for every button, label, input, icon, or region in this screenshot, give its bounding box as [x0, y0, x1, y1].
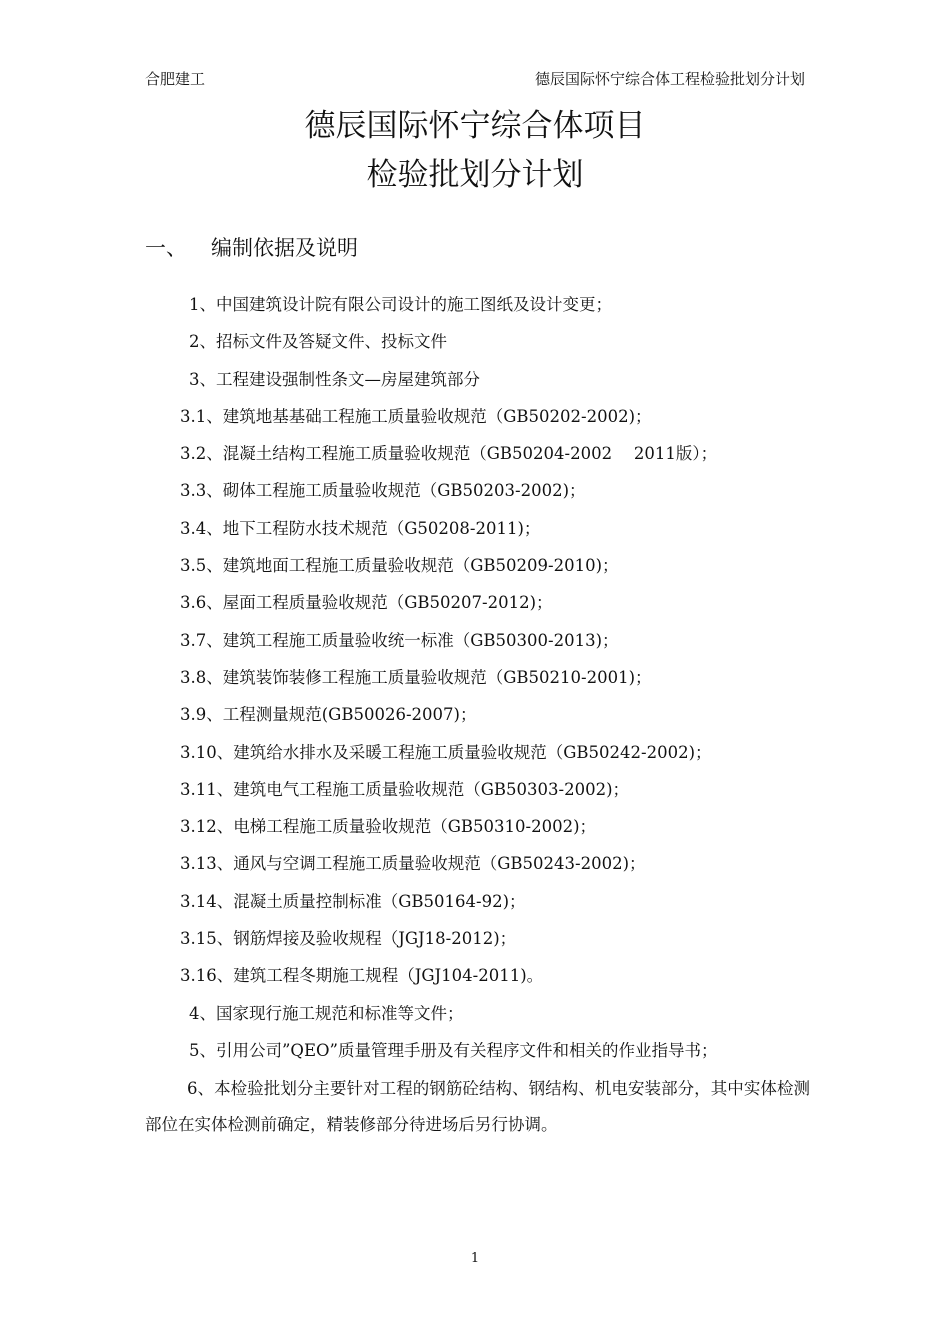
closing-paragraph: 6、本检验批划分主要针对工程的钢筋砼结构、钢结构、机电安装部分，其中实体检测部位在实体检测前确定，精装修部分待进场后另行协调。: [145, 1079, 810, 1134]
page-number: 1: [470, 1251, 480, 1266]
list-item: 3.4、地下工程防水技术规范（G50208-2011)；: [180, 518, 541, 538]
basis-list: [145, 290, 810, 1073]
list-item: 3.16、建筑工程冬期施工规程（JGJ104-2011)。: [180, 966, 544, 986]
list-item: 3.8、建筑装饰装修工程施工质量验收规范（GB50210-2001)；: [180, 667, 652, 687]
list-item: 3.7、建筑工程施工质量验收统一标准（GB50300-2013)；: [180, 630, 619, 650]
list-item: 2、招标文件及答疑文件、投标文件: [189, 332, 447, 352]
list-item: 4、国家现行施工规范和标准等文件；: [189, 1003, 464, 1023]
section-heading-text: 编制依据及说明: [211, 236, 358, 260]
section-heading: [145, 233, 358, 263]
list-item: 3.13、通风与空调工程施工质量验收规范（GB50243-2002)；: [180, 854, 646, 874]
list-item: 3.10、建筑给水排水及采暖工程施工质量验收规范（GB50242-2002)；: [180, 742, 712, 762]
list-item: 3.12、电梯工程施工质量验收规范（GB50310-2002)；: [180, 817, 597, 837]
document-title-line-1: 德辰国际怀宁综合体项目: [304, 108, 646, 144]
list-item: 5、引用公司”QEO”质量管理手册及有关程序文件和相关的作业指导书；: [189, 1040, 718, 1060]
header-document-title: 德辰国际怀宁综合体工程检验批划分计划: [534, 70, 805, 88]
list-item: 3、工程建设强制性条文—房屋建筑部分: [189, 369, 480, 389]
list-item: 3.15、钢筋焊接及验收规程（JGJ18-2012)；: [180, 929, 517, 949]
list-item: 3.14、混凝土质量控制标准（GB50164-92)；: [180, 891, 526, 911]
list-item: 3.6、屋面工程质量验收规范（GB50207-2012)；: [180, 593, 553, 613]
list-item: 1、中国建筑设计院有限公司设计的施工图纸及设计变更；: [189, 295, 612, 314]
list-item: 3.2、混凝土结构工程施工质量验收规范（GB50204-2002 2011版）；: [180, 444, 718, 464]
document-title-line-2: 检验批划分计划: [366, 157, 584, 193]
list-item: 3.9、工程测量规范(GB50026-2007)；: [180, 705, 477, 725]
header-company: 合肥建工: [145, 70, 206, 88]
list-item: 3.5、建筑地面工程施工质量验收规范（GB50209-2010)；: [180, 556, 619, 576]
section-number: 一、: [145, 236, 187, 260]
header-divider: [145, 93, 805, 94]
list-item: 3.3、砌体工程施工质量验收规范（GB50203-2002)；: [180, 481, 586, 501]
list-item: 3.1、建筑地基基础工程施工质量验收规范（GB50202-2002)；: [180, 406, 652, 426]
list-item: 3.11、建筑电气工程施工质量验收规范（GB50303-2002)；: [180, 779, 630, 799]
